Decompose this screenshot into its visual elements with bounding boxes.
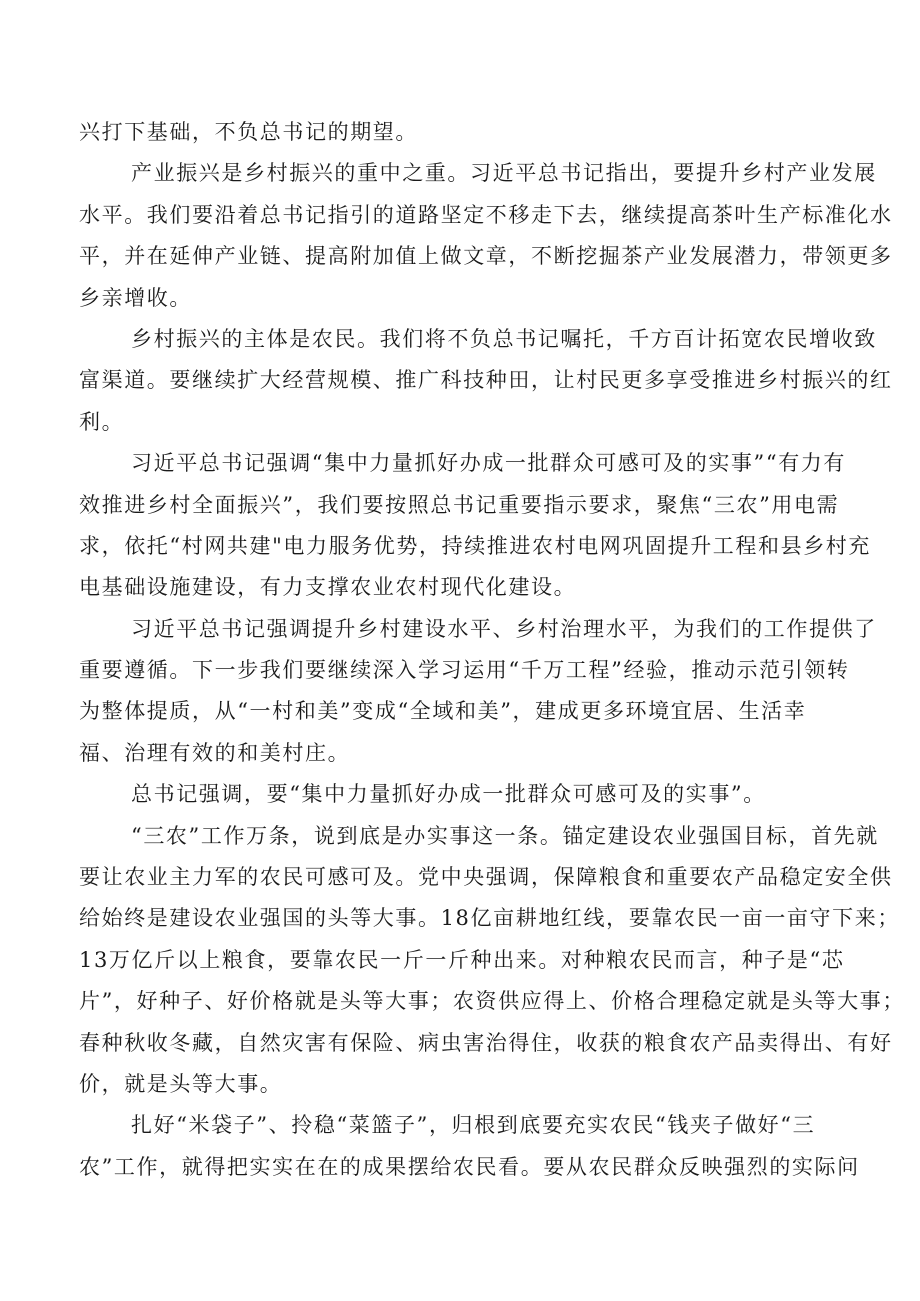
text-line: “三农”工作万条，说到底是办实事这一条。锚定建设农业强国目标，首先就 [131,823,879,848]
text-line: 乡亲增收。 [79,285,192,310]
text-line: 产业振兴是乡村振兴的重中之重。习近平总书记指出，要提升乡村产业发展 [131,161,877,186]
text-line: 农”工作，就得把实实在在的成果摆给农民看。要从农民群众反映强烈的实际问 [79,1154,860,1179]
text-line: 习近平总书记强调提升乡村建设水平、乡村治理水平，为我们的工作提供了 [131,616,877,641]
text-line: 总书记强调，要“集中力量抓好办成一批群众可感可及的实事”。 [131,782,766,807]
text-line: 电基础设施建设，有力支撑农业农村现代化建设。 [79,575,577,600]
text-line: 片”，好种子、好价格就是头等大事；农资供应得上、价格合理稳定就是头等大事； [79,989,905,1014]
text-line: 13万亿斤以上粮食，要靠农民一斤一斤种出来。对种粮农民而言，种子是“芯 [79,947,845,972]
text-line: 水平。我们要沿着总书记指引的道路坚定不移走下去，继续提高茶叶生产标准化水 [79,202,893,227]
text-line: 扎好“米袋子”、拎稳“菜篮子”，归根到底要充实农民“钱夹子做好“三 [131,1113,816,1138]
text-line: 利。 [79,409,125,434]
text-line: 兴打下基础，不负总书记的期望。 [79,120,418,144]
text-line: 富渠道。要继续扩大经营规模、推广科技种田，让村民更多享受推进乡村振兴的红 [79,368,893,393]
text-line: 求，依托“村网共建"电力服务优势，持续推进农村电网巩固提升工程和县乡村充 [79,533,871,558]
text-line: 为整体提质，从“一村和美”变成“全域和美”，建成更多环境宜居、生活幸 [79,699,807,724]
text-line: 福、治理有效的和美村庄。 [79,740,351,765]
text-line: 价，就是头等大事。 [79,1071,283,1096]
text-line: 给始终是建设农业强国的头等大事。18亿亩耕地红线，要靠农民一亩一亩守下来； [79,906,900,931]
text-line: 重要遵循。下一步我们要继续深入学习运用“千万工程”经验，推动示范引领转 [79,658,850,683]
document-body [79,112,905,1188]
text-line: 春种秋收冬藏，自然灾害有保险、病虫害治得住，收获的粮食农产品卖得出、有好 [79,1030,893,1055]
text-line: 效推进乡村全面振兴”，我们要按照总书记重要指示要求，聚焦“三农”用电需 [79,492,840,517]
text-line: 乡村振兴的主体是农民。我们将不负总书记嘱托，千方百计拓宽农民增收致 [131,326,877,351]
text-line: 要让农业主力军的农民可感可及。党中央强调，保障粮食和重要农产品稳定安全供 [79,865,893,890]
text-line: 习近平总书记强调“集中力量抓好办成一批群众可感可及的实事”“有力有 [131,451,847,476]
text-line: 平，并在延伸产业链、提高附加值上做文章，不断挖掘茶产业发展潜力，带领更多 [79,244,893,269]
